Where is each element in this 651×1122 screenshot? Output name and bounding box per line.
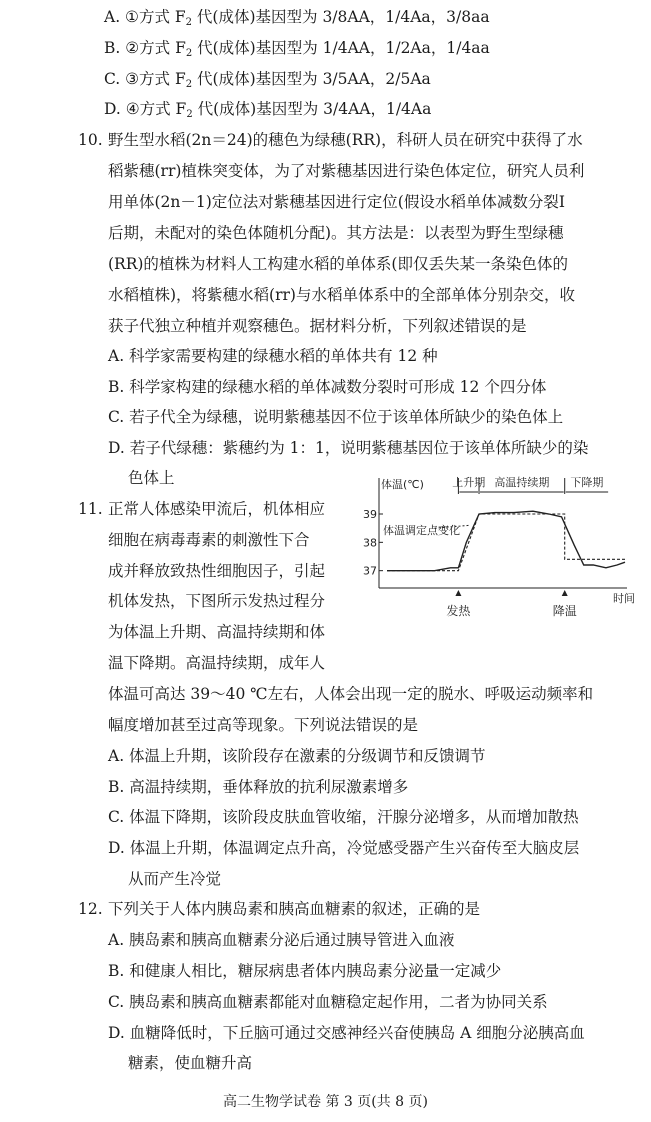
option-c: C. 胰岛素和胰高血糖素都能对血糖稳定起作用，二者为协同关系 — [108, 993, 548, 1011]
option-d: D. 若子代绿穗：紫穗约为 1：1，说明紫穗基因位于该单体所缺少的染 — [108, 439, 589, 457]
option-b: B. 高温持续期，垂体释放的抗利尿激素增多 — [108, 778, 409, 796]
option-b: B. 科学家构建的绿穗水稻的单体减数分裂时可形成 12 个四分体 — [108, 378, 547, 396]
option-b: B. 和健康人相比，糖尿病患者体内胰岛素分泌量一定减少 — [108, 962, 502, 980]
option-a-prev: A. ①方式 $F_2$ 代(成体)基因型为 3/8AA，1/4Aa，3/8aa — [104, 8, 490, 28]
question-number: 10. — [78, 131, 103, 149]
marker-arrow — [562, 590, 568, 596]
question-stem-line: 获子代独立种植并观察穗色。据材料分析，下列叙述错误的是 — [108, 317, 527, 335]
option-c-prev: C. ③方式 $F_2$ 代(成体)基因型为 3/5AA，2/5Aa — [104, 70, 431, 90]
option-d: D. 血糖降低时，下丘脑可通过交感神经兴奋使胰岛 A 细胞分泌胰高血 — [108, 1024, 585, 1042]
body-temperature-chart — [357, 470, 642, 630]
y-axis-label: 体温(℃) — [381, 478, 424, 491]
option-d: D. 体温上升期，体温调定点升高，冷觉感受器产生兴奋传至大脑皮层 — [108, 839, 580, 857]
option-d-continued: 糖素，使血糖升高 — [128, 1054, 253, 1072]
question-stem-line: (RR)的植株为材料人工构建水稻的单体系(即仅丢失某一条染色体的 — [108, 255, 568, 273]
setpoint-line — [387, 514, 625, 571]
phase-label-rise: 上升期 — [452, 476, 486, 489]
marker-fever: 发热 — [446, 604, 471, 618]
body-temperature-line — [387, 511, 625, 571]
x-axis-label: 时间 — [613, 592, 635, 605]
question-stem-line: 细胞在病毒毒素的刺激性下合 — [108, 531, 310, 549]
question-stem-line: 水稻植株)，将紫穗水稻(rr)与水稻单体系中的全部单体分别杂交，收 — [108, 286, 575, 304]
option-d-prev: D. ④方式 $F_2$ 代(成体)基因型为 3/4AA，1/4Aa — [104, 100, 432, 120]
question-number: 12. — [78, 900, 103, 918]
phase-label-plateau: 高温持续期 — [494, 476, 550, 489]
question-stem-line: 用单体(2n－1)定位法对紫穗基因进行定位(假设水稻单体减数分裂Ⅰ — [108, 193, 565, 211]
marker-arrows — [455, 590, 567, 596]
y-tick-label: 38 — [363, 536, 377, 550]
option-d-continued: 色体上 — [128, 469, 175, 487]
question-stem-line: 体温可高达 39～40 ℃左右，人体会出现一定的脱水、呼吸运动频率和 — [108, 685, 594, 703]
option-c: C. 若子代全为绿穗，说明紫穗基因不位于该单体所缺少的染色体上 — [108, 408, 564, 426]
option-a: A. 科学家需要构建的绿穗水稻的单体共有 12 种 — [108, 347, 438, 365]
option-d-continued: 从而产生冷觉 — [128, 870, 222, 888]
setpoint-annotation: 体温调定点变化 — [383, 523, 460, 537]
question-stem-line: 幅度增加甚至过高等现象。下列说法错误的是 — [108, 716, 419, 734]
y-tick-label: 37 — [363, 564, 377, 578]
marker-cooling: 降温 — [552, 604, 577, 618]
question-stem-line: 下列关于人体内胰岛素和胰高血糖素的叙述，正确的是 — [108, 900, 481, 918]
y-tick-label: 39 — [363, 508, 377, 521]
question-stem-line: 为体温上升期、高温持续期和体 — [108, 623, 326, 641]
question-stem-line: 野生型水稻(2n＝24)的穗色为绿穗(RR)，科研人员在研究中获得了水 — [108, 131, 583, 149]
marker-arrow — [455, 590, 461, 596]
option-a: A. 胰岛素和胰高血糖素分泌后通过胰导管进入血液 — [108, 931, 455, 949]
question-stem-line: 稻紫穗(rr)植株突变体，为了对紫穗基因进行染色体定位，研究人员利 — [108, 162, 585, 180]
question-stem-line: 机体发热，下图所示发热过程分 — [108, 592, 326, 610]
phase-labels — [452, 475, 603, 489]
option-c: C. 体温下降期，该阶段皮肤血管收缩，汗腺分泌增多，从而增加散热 — [108, 808, 579, 826]
question-stem-line: 成并释放致热性细胞因子，引起 — [108, 562, 326, 580]
y-ticks — [363, 508, 383, 578]
option-a: A. 体温上升期，该阶段存在激素的分级调节和反馈调节 — [108, 747, 486, 765]
question-number: 11. — [78, 500, 103, 518]
series-lines — [387, 511, 625, 571]
question-stem-line: 温下降期。高温持续期，成年人 — [108, 654, 326, 672]
phase-label-fall: 下降期 — [570, 476, 604, 489]
question-stem-line: 后期，未配对的染色体随机分配)。其方法是：以表型为野生型绿穗 — [108, 224, 564, 242]
page-footer: 高二生物学试卷 第 3 页(共 8 页) — [223, 1094, 428, 1110]
option-b-prev: B. ②方式 $F_2$ 代(成体)基因型为 1/4AA，1/2Aa，1/4aa — [104, 39, 490, 59]
question-stem-line: 正常人体感染甲流后，机体相应 — [108, 500, 326, 518]
